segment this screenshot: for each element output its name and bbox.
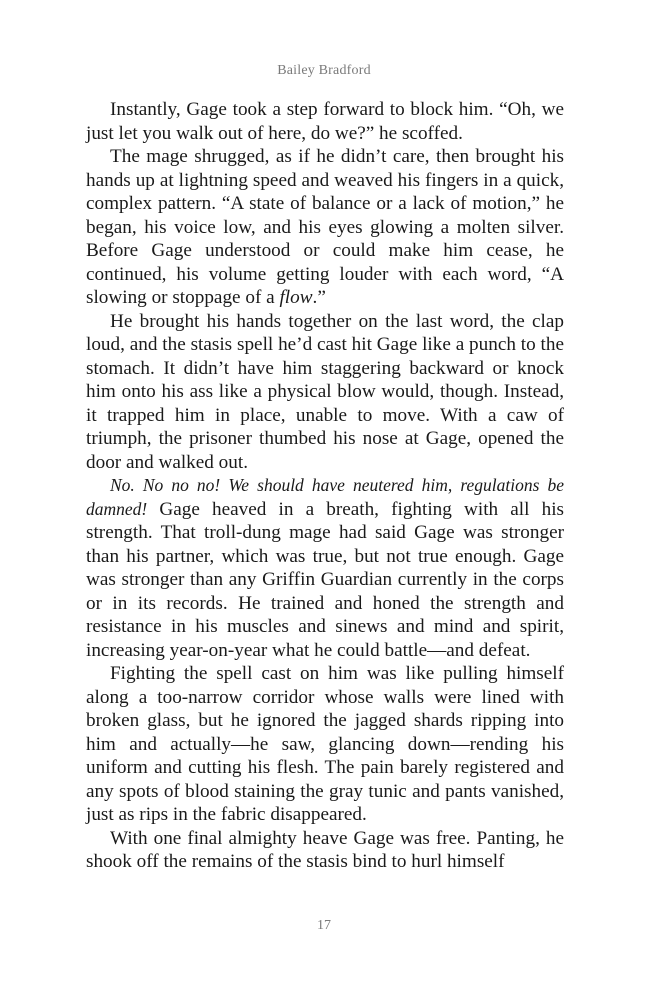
paragraph-2-end: .” xyxy=(312,287,326,308)
paragraph-4-italic-thought: No. No no no! We should have neutered him, regulations be damned! xyxy=(86,475,564,519)
paragraph-2 xyxy=(86,145,564,310)
paragraph-1: Instantly, Gage took a step forward to block him. “Oh, we just let you walk out of here, do we?” he scoffed. xyxy=(86,99,564,144)
paragraph-2-text: The mage shrugged, as if he didn’t care, then brought his hands up at lightning speed and weaved his fingers in a quick, complex pattern. “A state of balance or a lack of motion,” he began, his voice low, and his eyes glowing a molten silver. Before Gage understood or could make him cease, he continued, his volume getting louder with each word, “A slowing or stoppage of a xyxy=(86,146,564,308)
paragraph-4-text: Gage heaved in a breath, fighting with all his strength. That troll-dung mage had said Gage was stronger than his partner, which was true, but not true enough. Gage was stronger than any Griffin Guardian currently in the corps or in its records. He trained and honed the strength and resistance in his muscles and sinews and mind and spirit, increasing year-on-year what he could battle—and defeat. xyxy=(86,498,564,661)
paragraph-5: Fighting the spell cast on him was like pulling himself along a too-narrow corridor whose walls were lined with broken glass, but he ignored the jagged shards ripping into him and actually—he saw, glancing down—rending his uniform and cutting his flesh. The pain barely registered and any spots of blood staining the gray tunic and pants vanished, just as rips in the fabric disappeared. xyxy=(86,663,564,825)
page-body xyxy=(86,98,564,874)
page-number: 17 xyxy=(317,918,331,933)
paragraph-2-emphasis: flow xyxy=(279,287,313,308)
paragraph-3: He brought his hands together on the last word, the clap loud, and the stasis spell he’d cast hit Gage like a punch to the stomach. It didn’t have him staggering backward or knock him onto his ass like a physical blow would, though. Instead, it trapped him in place, unable to move. With a caw of triumph, the prisoner thumbed his nose at Gage, opened the door and walked out. xyxy=(86,310,564,473)
running-header-author: Bailey Bradford xyxy=(277,63,371,78)
paragraph-6: With one final almighty heave Gage was free. Panting, he shook off the remains of the stasis bind to hurl himself xyxy=(86,827,564,872)
paragraph-4 xyxy=(86,474,564,662)
